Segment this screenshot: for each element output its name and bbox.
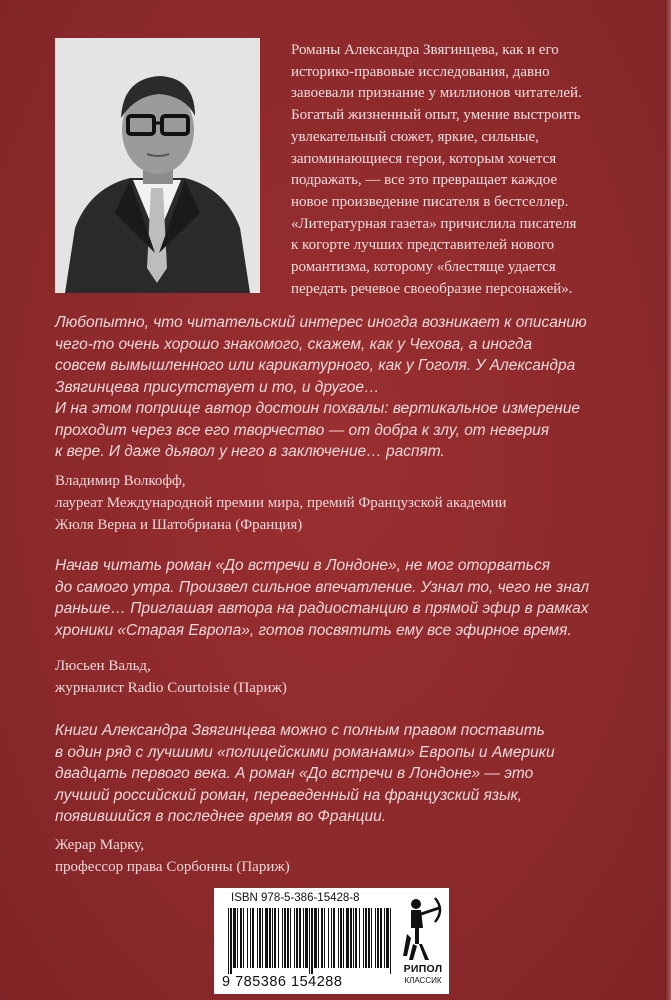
spine-edge [665,0,671,1000]
quote-line: к вере. И даже дьявол у него в заключение… распят. [55,443,445,460]
intro-line: Богатый жизненный опыт, умение выстроить [291,107,581,124]
barcode-bar [282,908,283,968]
barcode-block [214,888,449,994]
barcode-bar [252,908,254,968]
barcode-bar [368,908,370,968]
barcode-bar [380,908,382,968]
intro-line: романтизма, которому «блестяще удается [291,259,556,276]
quote-line: Любопытно, что читательский интерес иногда возникает к описанию [55,314,587,331]
barcode-bar [338,908,339,968]
barcode-bar [371,908,372,968]
intro-line: увлекательный сюжет, яркие, сильные, [291,128,539,145]
author-line: Владимир Волкофф, [55,473,186,489]
barcode-bar [287,908,289,968]
quote-line: до самого утра. Произвел сильное впечатление. Узнал то, чего не знал [55,578,590,596]
intro-line: передать речевое своеобразие персонажей». [291,280,573,297]
intro-line: новое произведение писателя в бестселлер. [291,193,569,210]
ean-number: 9 785386 154288 [222,974,343,990]
intro-line: запоминающиеся герои, которым хочется [291,150,557,167]
barcode-bar [363,908,364,968]
barcode-bar [309,908,310,974]
author-line: лауреат Международной премии мира, премий Французской академии [55,495,507,511]
barcode-bar [237,908,238,968]
review-quote-2 [55,555,615,641]
quote-line: хроники «Старая Европа», готов посвятить ему все эфирное время. [55,621,572,639]
barcode-bar [269,908,271,968]
quote-line: Начав читать роман «До встречи в Лондоне», не мог оторваться [55,557,550,574]
barcode-bar [250,908,251,968]
quote-line: появившийся в последнее время во Франции. [55,808,387,825]
barcode-bar [233,908,236,968]
quote-line: раньше… Приглашая автора на радиостанцию в прямой эфир в рамках [55,600,589,617]
barcode-bar [355,908,357,968]
barcode-bar [365,908,367,968]
barcode-bar [259,908,261,968]
review-author-3 [55,834,615,878]
barcode-bar [299,908,301,968]
barcode-bar [328,908,329,968]
barcode-bar [321,908,323,968]
quote-line: Книги Александра Звягинцева можно с полным правом поставить [55,722,545,739]
barcode-bar [350,908,352,968]
barcode-bar [230,908,232,974]
publisher-sub: КЛАССИК [404,976,442,985]
barcode-bar [359,908,360,968]
author-line: Жерар Марку, [55,837,145,853]
author-line: Люсьен Вальд, [55,658,151,674]
quote-line: Звягинцева присутствует и то, и другое… [55,378,380,396]
barcode-bar [284,908,286,968]
barcode-bar [290,908,291,968]
author-line: Жюля Верна и Шатобриана (Франция) [55,517,303,533]
publisher-name: РИПОЛ [403,963,443,975]
quote-line: совсем вымышленного или карикатурного, как у Гоголя. У Александра [55,357,576,374]
author-photo [55,38,260,293]
barcode-bar [305,908,308,968]
review-quote-1 [55,312,615,463]
barcode-bar [262,908,263,968]
quote-line: проходит через все его творчество — от добра к злу, от неверия [55,421,550,439]
barcode-bar [247,908,248,968]
barcode-bar [240,908,242,968]
barcode-bar [324,908,325,968]
intro-line: «Литературная газета» причислила писателя [291,215,577,232]
barcode-bar [243,908,244,968]
barcode-bar [384,908,385,968]
quote-line: в один ряд с лучшими «полицейскими романами» Европы и Америки [55,743,555,761]
barcode-bar [331,908,332,968]
barcode-bar [333,908,335,968]
barcode-bars [226,908,394,974]
barcode-bar [390,908,391,974]
barcode-bar [303,908,304,968]
review-author-1 [55,470,615,536]
author-line: журналист Radio Courtoisie (Париж) [55,680,287,696]
intro-line: завоевали признание у миллионов читателей. [291,85,582,102]
quote-line: лучший российский роман, переведенный на французский язык, [55,786,523,804]
barcode-bar [377,908,379,968]
review-author-2 [55,655,615,699]
isbn-label: ISBN 978-5-386-15428-8 [231,892,360,904]
barcode-bar [386,908,389,968]
barcode-bar [375,908,376,968]
barcode-bar [340,908,342,968]
barcode-bar [278,908,279,968]
barcode-bar [272,908,273,968]
intro-line: историко-правовые исследования, давно [291,63,550,80]
barcode-bar [257,908,258,968]
barcode-bar [346,908,349,968]
barcode-bar [274,908,276,968]
barcode-bar [265,908,268,968]
barcode-bar [294,908,295,968]
barcode-bar [296,908,298,968]
barcode-bar [343,908,344,968]
intro-line: Романы Александра Звягинцева, как и его [291,42,559,58]
quote-line: чего-то очень хорошо знакомого, скажем, как у Чехова, а иногда [55,335,533,353]
intro-line: подражать, — все это превращает каждое [291,172,558,189]
barcode-bar [311,908,313,974]
author-line: профессор права Сорбонны (Париж) [55,859,290,875]
quote-line: И на этом поприще автор достоин похвалы: вертикальное измерение [55,400,581,417]
quote-line: двадцать первого века. А роман «До встречи в Лондоне» — это [55,765,534,782]
review-quote-3 [55,720,615,828]
intro-line: к когорте лучших представителей нового [291,237,555,254]
archer-icon [399,894,445,962]
intro-text [291,40,611,300]
barcode-bar [228,908,229,974]
barcode-bar [314,908,317,968]
barcode-bar [353,908,354,968]
barcode-bar [318,908,319,968]
